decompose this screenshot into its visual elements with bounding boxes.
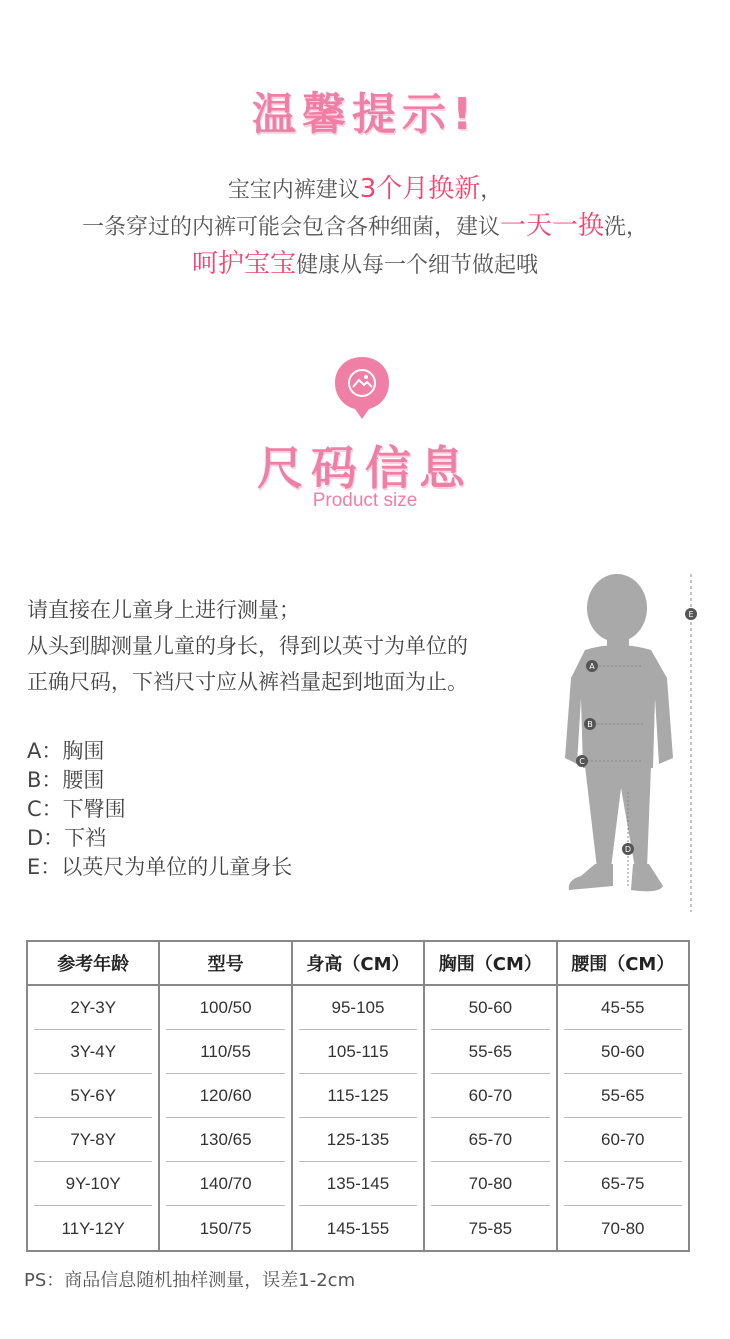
tip-highlight: 一天一换	[499, 211, 604, 241]
table-cell: 65-75	[564, 1162, 682, 1206]
table-cell: 70-80	[601, 1218, 645, 1238]
table-row	[27, 1206, 689, 1251]
size-table	[26, 940, 690, 1252]
table-cell: 11Y-12Y	[61, 1218, 125, 1238]
table-cell: 130/65	[166, 1118, 284, 1162]
tip-text: 健康从每一个细节做起哦	[296, 253, 539, 278]
measure-instructions	[27, 592, 547, 700]
table-cell: 145-155	[326, 1218, 390, 1238]
image-icon	[333, 355, 391, 421]
table-cell: 50-60	[564, 1030, 682, 1074]
table-cell: 5Y-6Y	[34, 1074, 152, 1118]
table-cell: 70-80	[431, 1162, 549, 1206]
marker-d: D	[624, 845, 632, 854]
table-row	[27, 1030, 689, 1074]
table-cell: 55-65	[431, 1030, 549, 1074]
table-cell: 95-105	[299, 986, 417, 1030]
tip-line-3	[0, 243, 730, 280]
legend-item: D：下裆	[27, 826, 107, 850]
table-cell: 65-70	[431, 1118, 549, 1162]
marker-e: E	[688, 610, 694, 619]
column-header: 胸围（CM）	[424, 941, 556, 985]
table-cell: 105-115	[299, 1030, 417, 1074]
table-cell: 150/75	[199, 1218, 252, 1238]
tip-highlight: 3个月换新	[359, 174, 481, 204]
instruction-line: 请直接在儿童身上进行测量；	[27, 598, 300, 622]
marker-c: C	[579, 757, 585, 766]
table-cell: 110/55	[166, 1030, 284, 1074]
table-cell: 100/50	[166, 986, 284, 1030]
tip-text: 宝宝内裤建议	[227, 178, 360, 203]
table-cell: 9Y-10Y	[34, 1162, 152, 1206]
tip-text: 洗，	[604, 215, 649, 240]
instruction-line: 正确尺码，下裆尺寸应从裤裆量起到地面为止。	[27, 670, 468, 694]
table-cell: 120/60	[166, 1074, 284, 1118]
tips-title: 温馨提示!	[251, 89, 479, 140]
legend-item: E：以英尺为单位的儿童身长	[27, 855, 293, 879]
table-cell: 135-145	[299, 1162, 417, 1206]
table-cell: 7Y-8Y	[34, 1118, 152, 1162]
measure-legend	[27, 737, 427, 882]
measurement-note: PS：商品信息随机抽样测量，误差1-2cm	[24, 1270, 356, 1291]
table-cell: 50-60	[431, 986, 549, 1030]
section-subtitle: Product size	[312, 490, 418, 511]
tip-highlight: 呵护宝宝	[191, 249, 296, 279]
table-cell: 3Y-4Y	[34, 1030, 152, 1074]
table-cell: 45-55	[564, 986, 682, 1030]
marker-b: B	[587, 720, 593, 729]
legend-item: C：下臀围	[27, 797, 126, 821]
table-row	[27, 985, 689, 1030]
table-row	[27, 1162, 689, 1206]
instruction-line: 从头到脚测量儿童的身长，得到以英寸为单位的	[27, 634, 468, 658]
column-header: 腰围（CM）	[557, 941, 689, 985]
table-cell: 115-125	[299, 1074, 417, 1118]
table-cell: 55-65	[564, 1074, 682, 1118]
column-header: 型号	[159, 941, 291, 985]
child-figure-illustration	[555, 568, 715, 918]
legend-item: A：胸围	[27, 739, 105, 763]
table-cell: 140/70	[166, 1162, 284, 1206]
column-header: 身高（CM）	[292, 941, 424, 985]
column-header: 参考年龄	[27, 941, 159, 985]
table-cell: 75-85	[468, 1218, 513, 1238]
table-header-row	[27, 941, 689, 985]
table-row	[27, 1118, 689, 1162]
table-cell: 60-70	[431, 1074, 549, 1118]
table-row	[27, 1074, 689, 1118]
table-cell: 2Y-3Y	[34, 986, 152, 1030]
table-cell: 60-70	[564, 1118, 682, 1162]
tip-text: ，	[480, 178, 503, 203]
section-title: 尺码信息	[257, 441, 473, 495]
table-cell: 125-135	[299, 1118, 417, 1162]
tip-line-2	[0, 205, 730, 242]
tip-line-1	[0, 168, 730, 205]
marker-a: A	[589, 662, 595, 671]
tip-text: 一条穿过的内裤可能会包含各种细菌，建议	[81, 215, 500, 240]
legend-item: B：腰围	[27, 768, 105, 792]
